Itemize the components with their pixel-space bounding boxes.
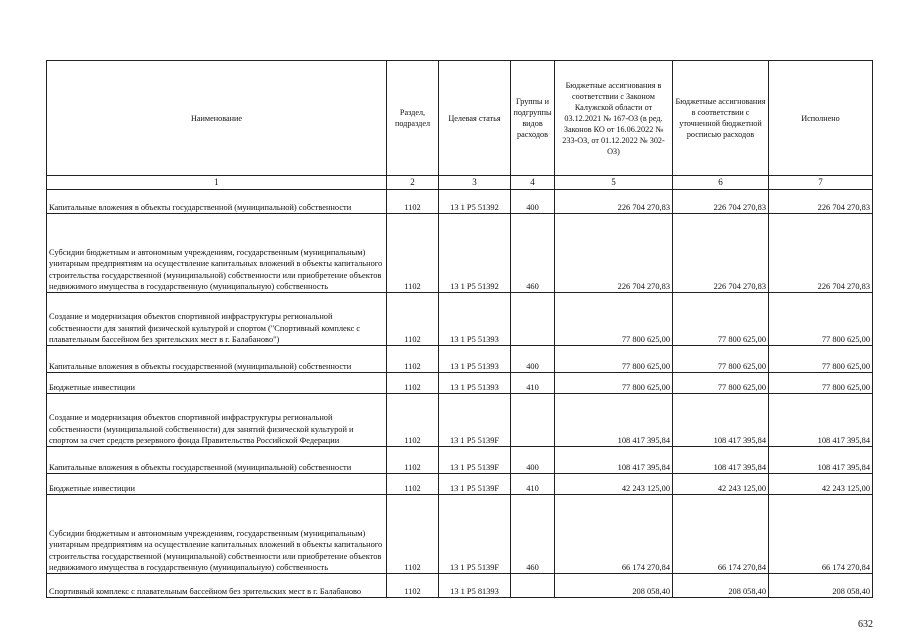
- row-executed-amount: 42 243 125,00: [769, 474, 873, 495]
- row-list-amount: 77 800 625,00: [673, 346, 769, 373]
- row-law-amount: 108 417 395,84: [555, 394, 673, 447]
- row-law-amount: 77 800 625,00: [555, 373, 673, 394]
- row-list-amount: 208 058,40: [673, 574, 769, 598]
- header-section: Раздел, подраздел: [387, 61, 439, 176]
- row-name: Создание и модернизация объектов спортивной инфраструктуры региональной собственности для занятий физической культурой и спортом ("Спортивный комплекс с плавательным бассейном без зрительских мест в г. Балабаново"): [47, 293, 387, 346]
- row-group: 410: [511, 474, 555, 495]
- row-law-amount: 77 800 625,00: [555, 346, 673, 373]
- table-row: [47, 293, 873, 346]
- column-number: 5: [555, 176, 673, 190]
- row-name: Капитальные вложения в объекты государственной (муниципальной) собственности: [47, 346, 387, 373]
- row-law-amount: 108 417 395,84: [555, 447, 673, 474]
- row-section: 1102: [387, 447, 439, 474]
- row-section: 1102: [387, 346, 439, 373]
- table-row: [47, 214, 873, 293]
- row-article: 13 1 Р5 51393: [439, 346, 511, 373]
- row-law-amount: 208 058,40: [555, 574, 673, 598]
- row-executed-amount: 77 800 625,00: [769, 373, 873, 394]
- row-executed-amount: 77 800 625,00: [769, 346, 873, 373]
- row-name: Субсидии бюджетным и автономным учреждениям, государственным (муниципальным) унитарным предприятиям на осуществление капитальных вложений в объекты капитального строительства государственной (муниципальной) собственности или приобретение объектов недвижимого имущества в государственную (муниципальную) собственность: [47, 495, 387, 574]
- row-list-amount: 226 704 270,83: [673, 214, 769, 293]
- row-name: Субсидии бюджетным и автономным учреждениям, государственным (муниципальным) унитарным предприятиям на осуществление капитальных вложений в объекты капитального строительства государственной (муниципальной) собственности или приобретение объектов недвижимого имущества в государственную (муниципальную) собственность: [47, 214, 387, 293]
- row-group: 400: [511, 190, 555, 214]
- page-number: 632: [858, 619, 873, 630]
- row-law-amount: 226 704 270,83: [555, 190, 673, 214]
- table-row: [47, 190, 873, 214]
- table-row: [47, 495, 873, 574]
- header-name: Наименование: [47, 61, 387, 176]
- row-section: 1102: [387, 574, 439, 598]
- row-law-amount: 66 174 270,84: [555, 495, 673, 574]
- row-executed-amount: 108 417 395,84: [769, 447, 873, 474]
- row-list-amount: 77 800 625,00: [673, 373, 769, 394]
- row-name: Спортивный комплекс с плавательным бассейном без зрительских мест в г. Балабаново: [47, 574, 387, 598]
- row-group: [511, 574, 555, 598]
- row-name: Бюджетные инвестиции: [47, 373, 387, 394]
- header-groups: Группы и подгруппы видов расходов: [511, 61, 555, 176]
- row-list-amount: 66 174 270,84: [673, 495, 769, 574]
- row-article: 13 1 Р5 5139F: [439, 474, 511, 495]
- row-list-amount: 42 243 125,00: [673, 474, 769, 495]
- column-number: 7: [769, 176, 873, 190]
- row-name: Капитальные вложения в объекты государственной (муниципальной) собственности: [47, 190, 387, 214]
- row-section: 1102: [387, 495, 439, 574]
- column-number: 4: [511, 176, 555, 190]
- row-article: 13 1 Р5 51392: [439, 214, 511, 293]
- row-section: 1102: [387, 394, 439, 447]
- header-article: Целевая статья: [439, 61, 511, 176]
- row-name: Создание и модернизация объектов спортивной инфраструктуры региональной собственности (муниципальной собственности) для занятий физической культурой и спортом за счет средств резервного фонда Правительства Российской Федерации: [47, 394, 387, 447]
- row-law-amount: 77 800 625,00: [555, 293, 673, 346]
- row-law-amount: 226 704 270,83: [555, 214, 673, 293]
- column-number: 1: [47, 176, 387, 190]
- row-executed-amount: 208 058,40: [769, 574, 873, 598]
- row-name: Капитальные вложения в объекты государственной (муниципальной) собственности: [47, 447, 387, 474]
- row-section: 1102: [387, 190, 439, 214]
- row-name: Бюджетные инвестиции: [47, 474, 387, 495]
- table-row: [47, 574, 873, 598]
- row-article: 13 1 Р5 51393: [439, 293, 511, 346]
- table-row: [47, 474, 873, 495]
- row-executed-amount: 108 417 395,84: [769, 394, 873, 447]
- row-article: 13 1 Р5 5139F: [439, 447, 511, 474]
- row-law-amount: 42 243 125,00: [555, 474, 673, 495]
- table-row: [47, 373, 873, 394]
- table-header: [47, 61, 873, 190]
- row-group: 410: [511, 373, 555, 394]
- row-article: 13 1 Р5 51393: [439, 373, 511, 394]
- column-number: 6: [673, 176, 769, 190]
- row-section: 1102: [387, 373, 439, 394]
- row-group: [511, 293, 555, 346]
- row-group: 460: [511, 214, 555, 293]
- row-section: 1102: [387, 293, 439, 346]
- row-section: 1102: [387, 214, 439, 293]
- row-section: 1102: [387, 474, 439, 495]
- table-row: [47, 394, 873, 447]
- table-row: [47, 447, 873, 474]
- row-article: 13 1 Р5 5139F: [439, 495, 511, 574]
- budget-table: [46, 60, 873, 598]
- row-list-amount: 108 417 395,84: [673, 447, 769, 474]
- row-list-amount: 77 800 625,00: [673, 293, 769, 346]
- row-executed-amount: 226 704 270,83: [769, 214, 873, 293]
- row-group: 400: [511, 447, 555, 474]
- row-executed-amount: 66 174 270,84: [769, 495, 873, 574]
- row-group: [511, 394, 555, 447]
- header-law-allocations: Бюджетные ассигнования в соответствии с Законом Калужской области от 03.12.2021 № 167-ОЗ (в ред. Законов КО от 16.06.2022 № 233-ОЗ, от 01.12.2022 № 302-ОЗ): [555, 61, 673, 176]
- row-group: 460: [511, 495, 555, 574]
- column-number-row: [47, 176, 873, 190]
- row-list-amount: 226 704 270,83: [673, 190, 769, 214]
- header-list-allocations: Бюджетные ассигнования в соответствии с уточненной бюджетной росписью расходов: [673, 61, 769, 176]
- row-executed-amount: 226 704 270,83: [769, 190, 873, 214]
- column-number: 2: [387, 176, 439, 190]
- row-article: 13 1 Р5 5139F: [439, 394, 511, 447]
- table-body: [47, 190, 873, 598]
- table-row: [47, 346, 873, 373]
- row-group: 400: [511, 346, 555, 373]
- header-executed: Исполнено: [769, 61, 873, 176]
- row-list-amount: 108 417 395,84: [673, 394, 769, 447]
- column-number: 3: [439, 176, 511, 190]
- row-article: 13 1 Р5 51392: [439, 190, 511, 214]
- row-executed-amount: 77 800 625,00: [769, 293, 873, 346]
- row-article: 13 1 Р5 81393: [439, 574, 511, 598]
